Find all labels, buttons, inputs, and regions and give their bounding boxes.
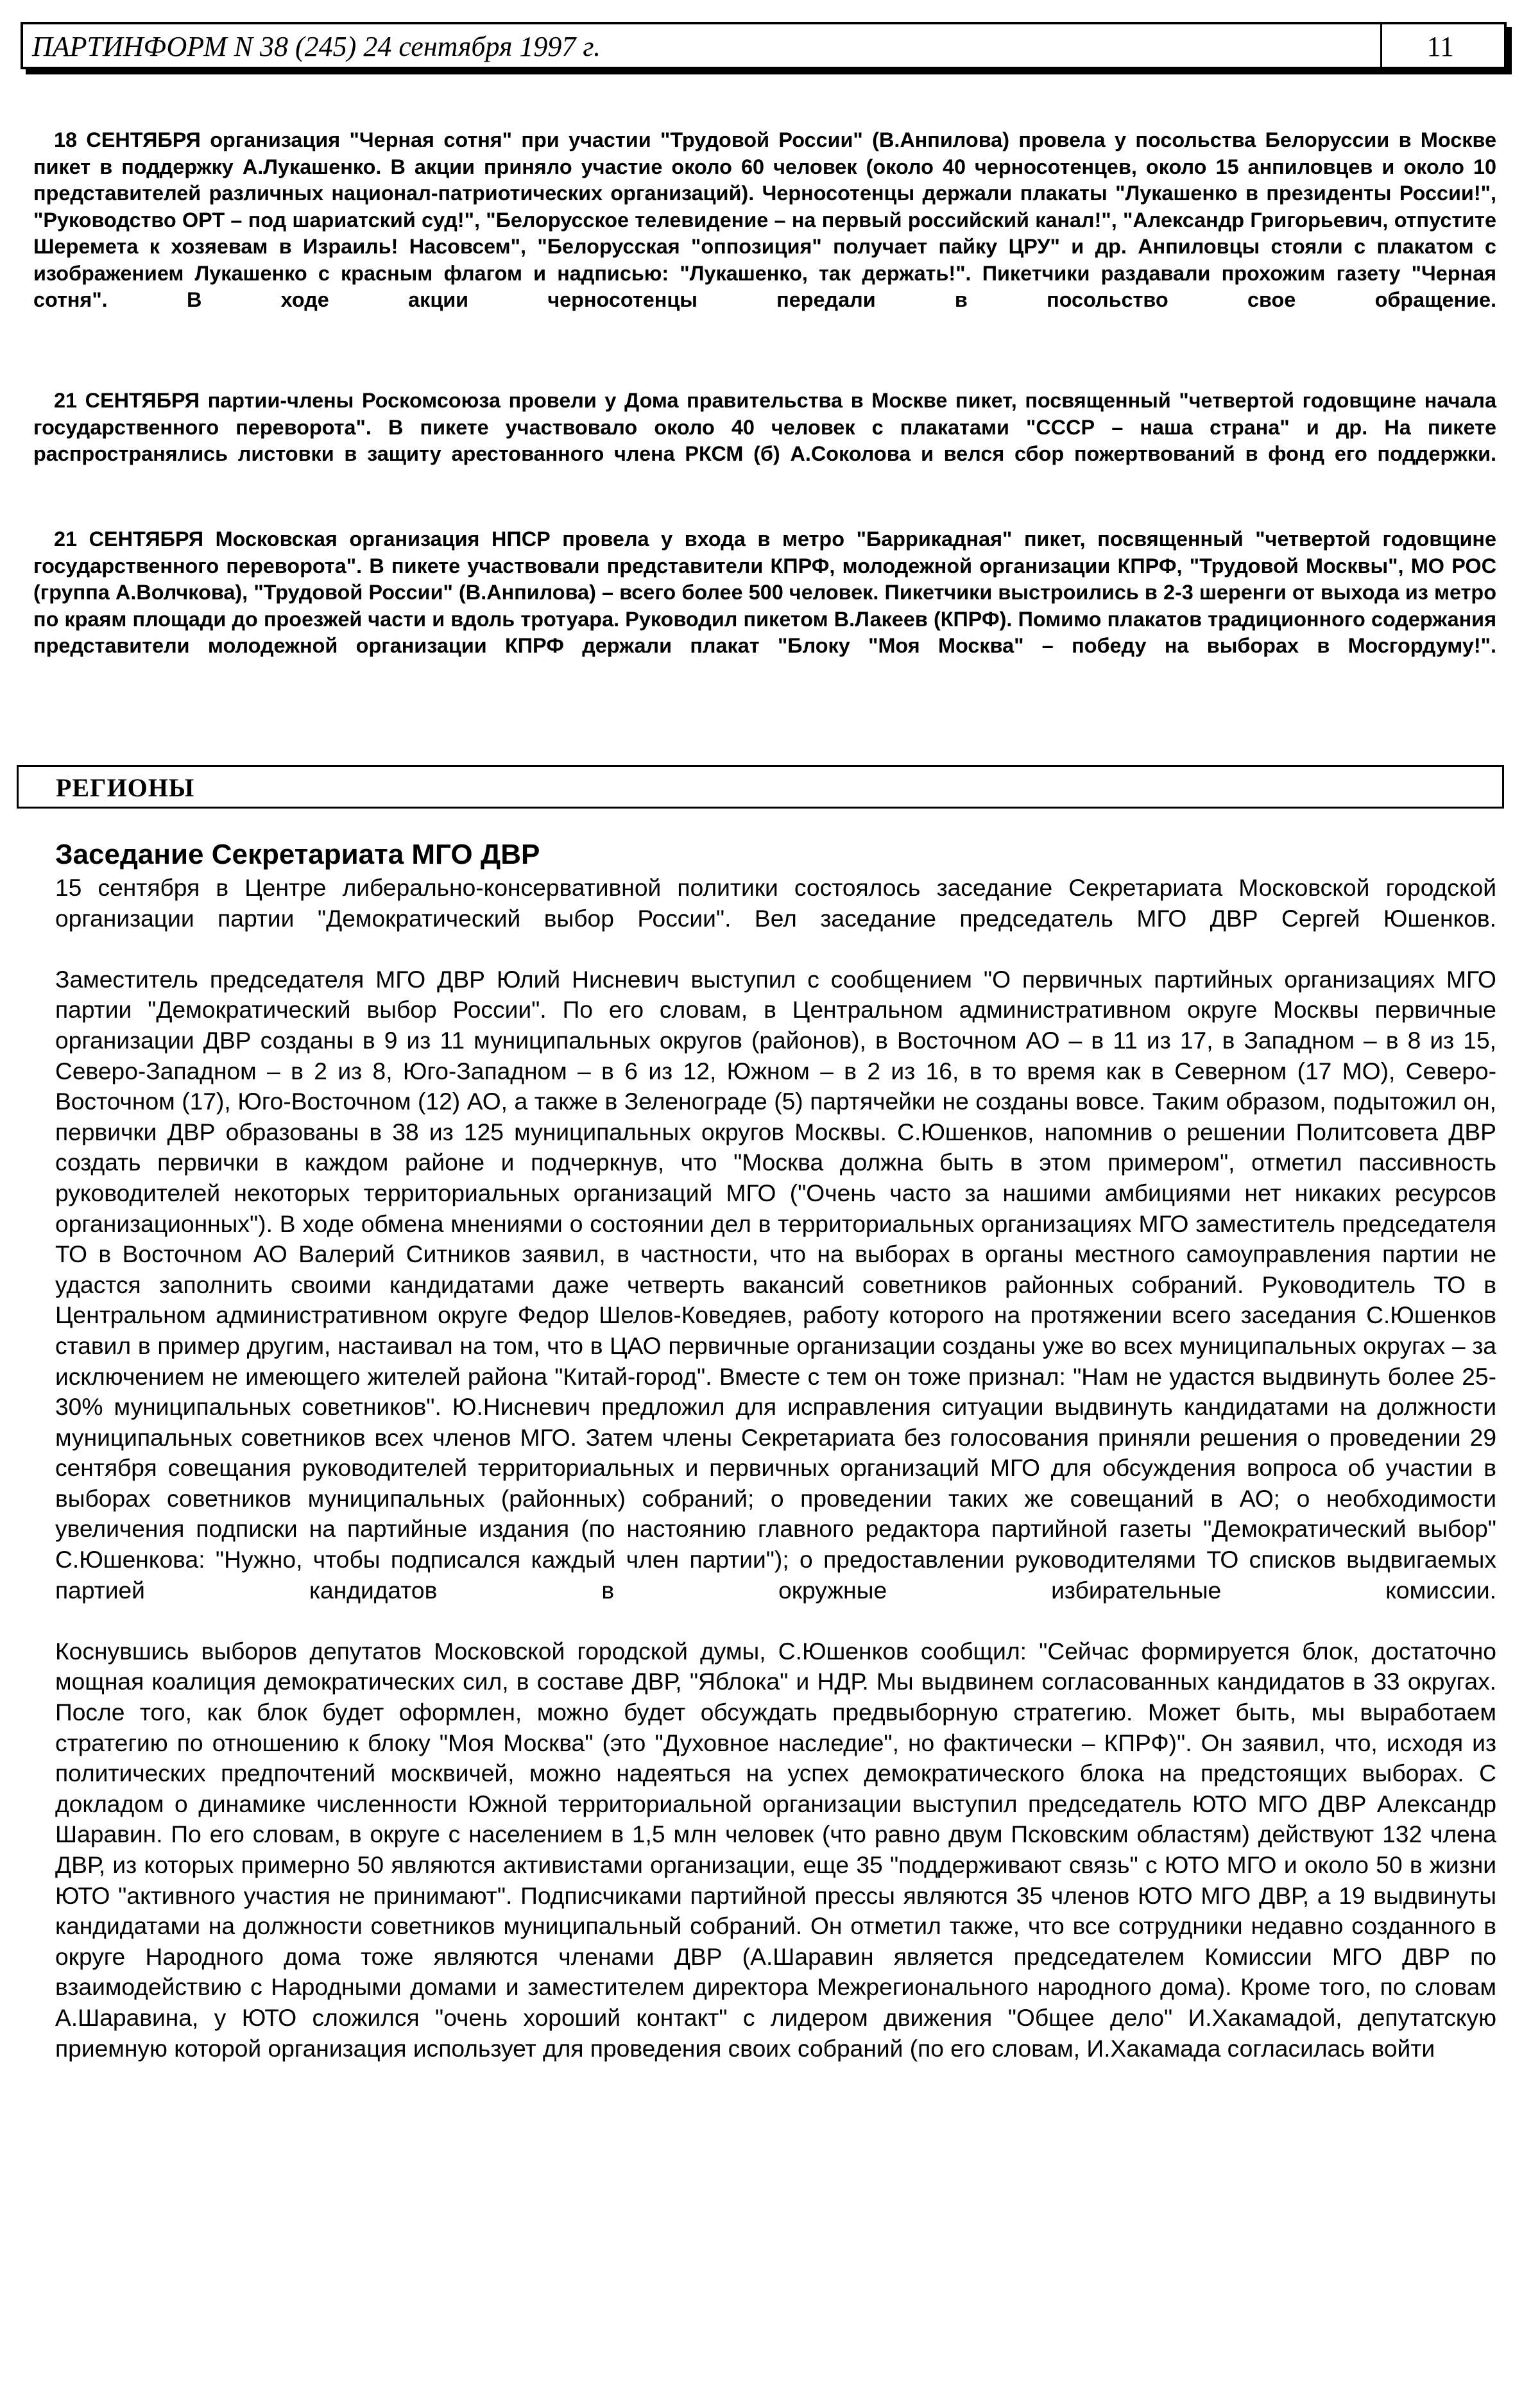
- chronicle-text: 18 СЕНТЯБРЯ организация "Черная сотня" при участии "Трудовой России" (В.Анпилова) провела у посольства Белоруссии в Москве пикет в поддержку А.Лукашенко. В акции приняло участие около 60 человек (около 40 черносотенцев, около 15 анпиловцев и около 10 представителей различных национал-патриотических организаций). Черносотенцы держали плакаты "Лукашенко в президенты России!", "Руководство ОРТ – под шариатский суд!", "Белорусское телевидение – на первый российский канал!", "Александр Григорьевич, отпустите Шеремета к хозяевам в Израиль! Насовсем", "Белорусская "оппозиция" получает пайку ЦРУ" и др. Анпиловцы стояли с плакатом с изображением Лукашенко с красным флагом и надписью: "Лукашенко, так держать!". Пикетчики раздавали прохожим газету "Черная сотня". В ходе акции черносотенцы передали в посольство свое обращение.: [33, 128, 1496, 311]
- article-paragraph: Заместитель председателя МГО ДВР Юлий Нисневич выступил с сообщением "О первичных партийных организациях МГО партии "Демократический выбор России". По его словам, в Центральном административном округе Москвы первичные организации ДВР созданы в 9 из 11 муниципальных округов (районов), в Восточном АО – в 11 из 17, в Западном – в 8 из 15, Северо-Западном – в 2 из 8, Юго-Западном – в 6 из 12, Южном – в 2 из 16, в то время как в Северном (17 МО), Северо-Восточном (17), Юго-Восточном (12) АО, а также в Зеленограде (5) партячейки не созданы вовсе. Таким образом, подытожил он, первички ДВР образованы в 38 из 125 муниципальных округов Москвы. С.Юшенков, напомнив о решении Политсовета ДВР создать первички в каждом районе и подчеркнув, что "Москва должна быть в этом примером", отметил пассивность руководителей некоторых территориальных организаций МГО ("Очень часто за нашими амбициями нет никаких ресурсов организационных"). В ходе обмена мнениями о состоянии дел в территориальных организациях МГО заместитель председателя ТО в Восточном АО Валерий Ситников заявил, в частности, что на выборах в органы местного самоуправления партии не удастся заполнить своими кандидатами даже четверть вакансий советников районных собраний. Руководитель ТО в Центральном административном округе Федор Шелов-Коведяев, работу которого на протяжении всего заседания С.Юшенков ставил в пример другим, настаивал на том, что в ЦАО первичные организации созданы уже во всех муниципальных округах – за исключением не имеющего жителей района "Китай-город". Вместе с тем он тоже признал: "Нам не удастся выдвинуть более 25-30% муниципальных советников". Ю.Нисневич предложил для исправления ситуации выдвинуть кандидатами на должности муниципальных советников всех членов МГО. Затем члены Секретариата без голосования приняли решения о проведении 29 сентября совещания руководителей территориальных и первичных организаций МГО для обсуждения вопроса об участии в выборах советников муниципальных (районных) собраний; о проведении таких же совещаний в АО; о необходимости увеличения подписки на партийные издания (по настоянию главного редактора партийной газеты "Демократический выбор" С.Юшенкова: "Нужно, чтобы подписался каждый член партии"); о предоставлении руководителями ТО списков выдвигаемых партией кандидатов в окружные избирательные комиссии.: [55, 965, 1496, 1604]
- publication-title: ПАРТИНФОРМ N 38 (245) 24 сентября 1997 г.: [32, 31, 601, 62]
- section-header: [17, 765, 1504, 809]
- article-title: Заседание Секретариата МГО ДВР: [55, 839, 540, 870]
- article-body: [55, 873, 1496, 2064]
- article-paragraph: 15 сентября в Центре либерально-консервативной политики состоялось заседание Секретариата Московской городской организации партии "Демократический выбор России". Вел заседание председатель МГО ДВР Сергей Юшенков.: [55, 874, 1496, 932]
- page: [21, 22, 1507, 69]
- chronicle-entry-1: [33, 127, 1496, 340]
- page-header: [21, 22, 1507, 69]
- header-divider: [1380, 24, 1382, 67]
- article-paragraph: Коснувшись выборов депутатов Московской городской думы, С.Юшенков сообщил: "Сейчас формируется блок, достаточно мощная коалиция демократических сил, в составе ДВР, "Яблока" и НДР. Мы выдвинем согласованных кандидатов в 33 округах. После того, как блок будет оформлен, можно будет обсуждать предвыборную стратегию. Может быть, мы выработаем стратегию по отношению к блоку "Моя Москва" (это "Духовное наследие", но фактически – КПРФ)". Он заявил, что, исходя из политических предпочтений москвичей, можно надеяться на успех демократического блока на предстоящих выборах. С докладом о динамике численности Южной территориальной организации выступил председатель ЮТО МГО ДВР Александр Шаравин. По его словам, в округе с населением в 1,5 млн человек (что равно двум Псковским областям) действуют 132 члена ДВР, из которых примерно 50 являются активистами организации, еще 35 "поддерживают связь" с ЮТО МГО и около 50 в жизни ЮТО "активного участия не принимают". Подписчиками партийной прессы являются 35 членов ЮТО МГО ДВР, а 19 выдвинуты кандидатами на должности советников муниципальный собраний. Он отметил также, что все сотрудники недавно созданного в округе Народного дома тоже являются членами ДВР (А.Шаравин является председателем Комиссии МГО ДВР по взаимодействию с Народными домами и заместителем директора Межрегионального народного дома). Кроме того, по словам А.Шаравина, у ЮТО сложился "очень хороший контакт" с лидером движения "Общее дело" И.Хакамадой, депутатскую приемную которой организация использует для проведения своих собраний (по его словам, И.Хакамада согласилась войти: [55, 1637, 1496, 2062]
- section-label: РЕГИОНЫ: [56, 773, 195, 802]
- chronicle-entry-2: [33, 388, 1496, 494]
- chronicle-text: 21 СЕНТЯБРЯ Московская организация НПСР провела у входа в метро "Баррикадная" пикет, посвященный "четвертой годовщине государственного переворота". В пикете участвовали представители КПРФ, молодежной организации КПРФ, "Трудовой Москвы", МО РОС (группа А.Волчкова), "Трудовой России" (В.Анпилова) – всего более 500 человек. Пикетчики выстроились в 2-3 шеренги от выхода из метро по краям площади до проезжей части и вдоль тротуара. Руководил пикетом В.Лакеев (КПРФ). Помимо плакатов традиционного содержания представители молодежной организации КПРФ держали плакат "Блоку "Моя Москва" – победу на выборах в Мосгордуму!".: [33, 527, 1496, 657]
- page-number: 11: [1426, 31, 1454, 62]
- chronicle-text: 21 СЕНТЯБРЯ партии-члены Роскомсоюза провели у Дома правительства в Москве пикет, посвященный "четвертой годовщине начала государственного переворота". В пикете участвовало около 40 человек с плакатами "СССР – наша страна" и др. На пикете распространялись листовки в защиту арестованного члена РКСМ (б) А.Соколова и велся сбор пожертвований в фонд его поддержки.: [33, 389, 1496, 465]
- chronicle-entry-3: [33, 526, 1496, 686]
